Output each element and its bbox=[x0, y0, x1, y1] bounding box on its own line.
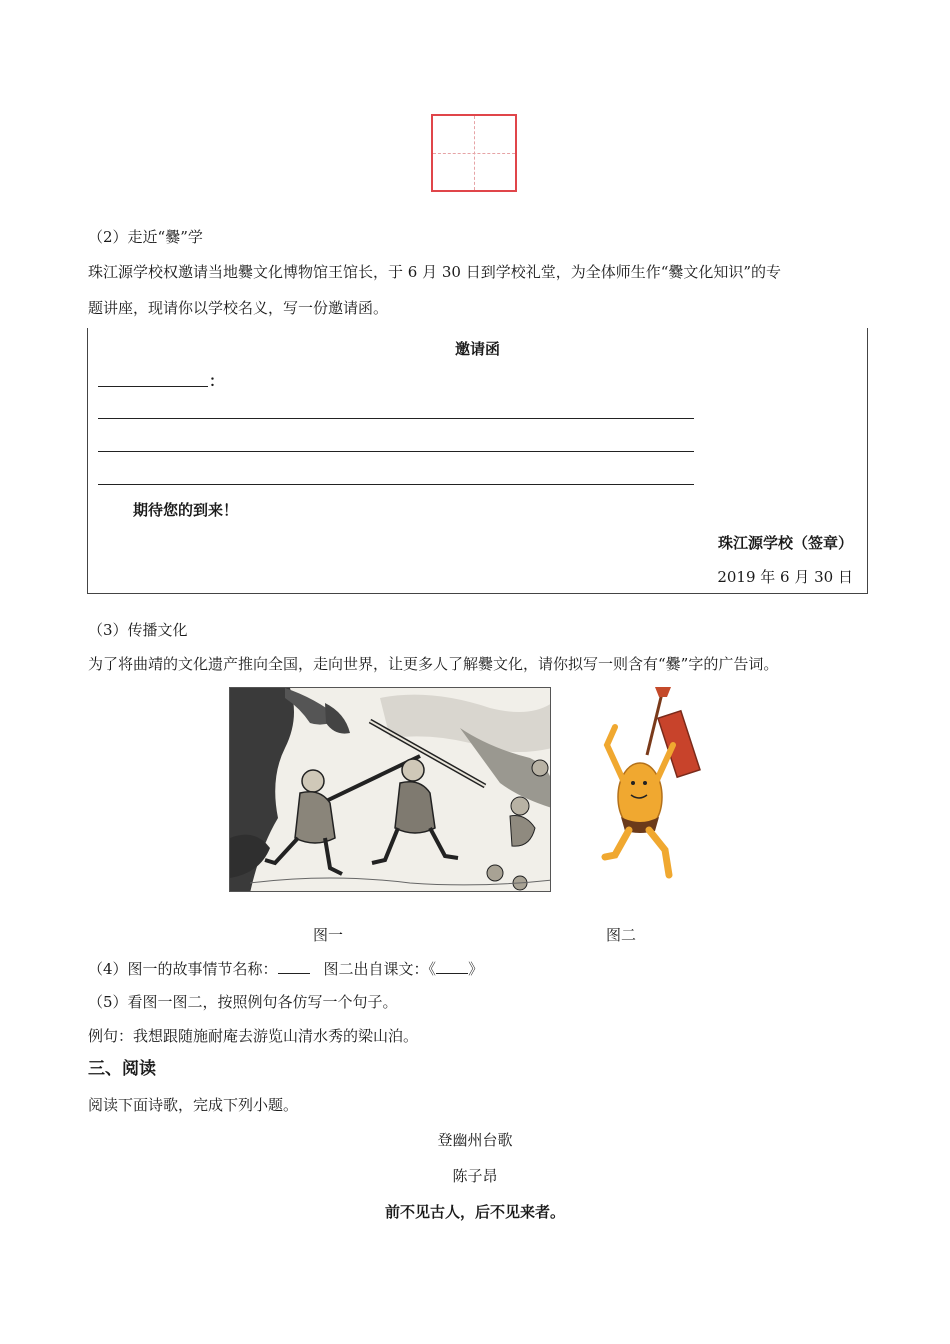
answer-line-3[interactable] bbox=[98, 484, 694, 485]
q4-part2: 图二出自课文：《 bbox=[323, 960, 437, 978]
answer-line-2[interactable] bbox=[98, 451, 694, 452]
q4-blank-2[interactable] bbox=[436, 959, 468, 974]
figure-2-caption: 图二 bbox=[606, 926, 637, 944]
q2-prompt-line2: 题讲座，现请你以学校名义，写一份邀请函。 bbox=[88, 299, 389, 317]
invitation-signature: 珠江源学校（签章） bbox=[717, 534, 853, 552]
character-writing-grid[interactable] bbox=[431, 114, 517, 192]
q5-example: 例句：我想跟随施耐庵去游览山清水秀的梁山泊。 bbox=[88, 1027, 419, 1045]
q5-prompt: （5）看图一图二，按照例句各仿写一个句子。 bbox=[88, 993, 398, 1011]
grid-guide-vertical bbox=[474, 116, 475, 190]
q3-prompt: 为了将曲靖的文化遗产推向全国，走向世界，让更多人了解爨文化，请你拟写一则含有“爨”字的广告词。 bbox=[88, 655, 779, 673]
q2-prompt-line1: 珠江源学校权邀请当地爨文化博物馆王馆长，于 6 月 30 日到学校礼堂，为全体师生作“爨文化知识”的专 bbox=[88, 263, 782, 281]
q4-blank-1[interactable] bbox=[278, 959, 310, 974]
salutation-colon: ： bbox=[209, 372, 225, 390]
q3-title: （3）传播文化 bbox=[88, 621, 188, 639]
q4-part3: 》 bbox=[468, 960, 484, 978]
figure-2-illustration bbox=[595, 685, 705, 885]
figure-1-caption: 图一 bbox=[313, 926, 344, 944]
section-3-instruction: 阅读下面诗歌，完成下列小题。 bbox=[88, 1096, 299, 1114]
poem-title: 登幽州台歌 bbox=[437, 1131, 513, 1149]
figure-1-illustration bbox=[229, 687, 551, 892]
invitation-title: 邀请函 bbox=[454, 340, 500, 358]
figure-2-drawing bbox=[595, 685, 705, 885]
invitation-date: 2019 年 6 月 30 日 bbox=[717, 568, 853, 586]
poem-line-1: 前不见古人，后不见来者。 bbox=[384, 1203, 565, 1221]
invitation-box bbox=[87, 328, 868, 594]
section-3-heading: 三、阅读 bbox=[88, 1059, 156, 1079]
invitation-closing: 期待您的到来！ bbox=[133, 501, 239, 519]
q2-title: （2）走近“爨”学 bbox=[88, 228, 203, 246]
answer-line-1[interactable] bbox=[98, 418, 694, 419]
figure-1-drawing bbox=[230, 688, 551, 892]
poem-author: 陈子昂 bbox=[452, 1167, 498, 1185]
q4-line bbox=[88, 959, 483, 979]
salutation-blank[interactable] bbox=[98, 372, 208, 387]
q4-part1: （4）图一的故事情节名称： bbox=[88, 960, 278, 978]
